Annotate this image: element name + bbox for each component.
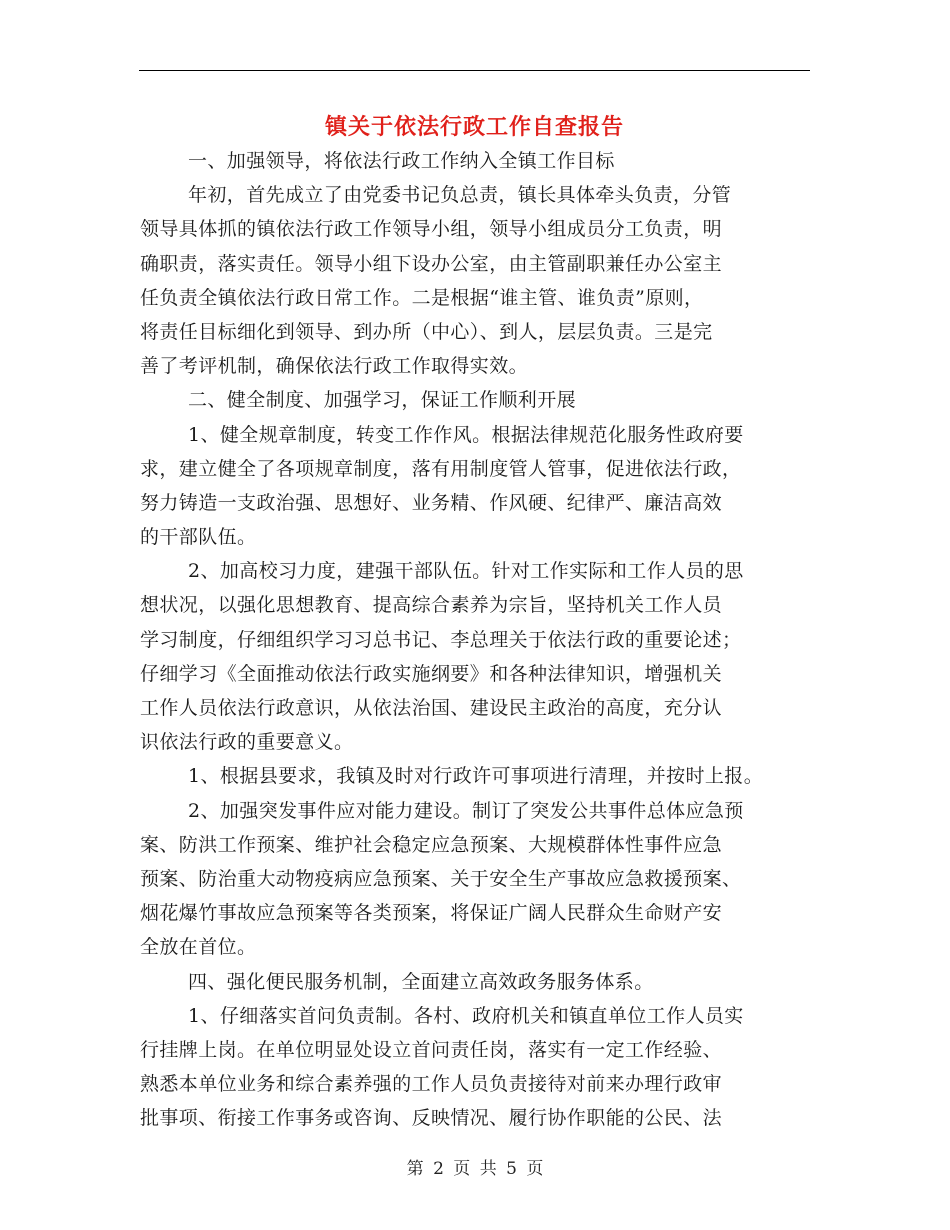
body-line: 识依法行政的重要意义。 xyxy=(140,731,354,754)
body-line: 2、加强突发事件应对能力建设。制订了突发公共事件总体应急预 xyxy=(188,799,744,822)
body-line: 学习制度，仔细组织学习习总书记、李总理关于依法行政的重要论述； xyxy=(140,628,742,651)
body-line: 求，建立健全了各项规章制度，落有用制度管人管事，促进依法行政， xyxy=(140,457,742,480)
body-line: 二、健全制度、加强学习，保证工作顺利开展 xyxy=(188,389,577,412)
body-line: 1、根据县要求，我镇及时对行政许可事项进行清理，并按时上报。 xyxy=(188,765,764,788)
body-line: 1、健全规章制度，转变工作作风。根据法律规范化服务性政府要 xyxy=(188,423,744,446)
document-title: 镇关于依法行政工作自查报告 xyxy=(324,114,624,140)
body-line: 确职责，落实责任。领导小组下设办公室，由主管副职兼任办公室主 xyxy=(140,252,723,275)
document-body xyxy=(140,144,812,1135)
body-line: 1、仔细落实首问负责制。各村、政府机关和镇直单位工作人员实 xyxy=(188,1004,744,1027)
body-line: 烟花爆竹事故应急预案等各类预案，将保证广阔人民群众生命财产安 xyxy=(140,902,723,925)
body-line: 努力铸造一支政治强、思想好、业务精、作风硬、纪律严、廉洁高效 xyxy=(140,491,723,514)
body-line: 仔细学习《全面推动依法行政实施纲要》和各种法律知识，增强机关 xyxy=(140,662,723,685)
body-line: 四、强化便民服务机制，全面建立高效政务服务体系。 xyxy=(188,970,654,993)
body-line: 批事项、衔接工作事务或咨询、反映情况、履行协作职能的公民、法 xyxy=(140,1107,723,1130)
header-rule xyxy=(139,70,810,71)
page-footer: 第 2 页 共 5 页 xyxy=(406,1159,544,1179)
body-line: 想状况，以强化思想教育、提高综合素养为宗旨，坚持机关工作人员 xyxy=(140,594,723,617)
body-line: 工作人员依法行政意识，从依法治国、建设民主政治的高度，充分认 xyxy=(140,697,723,719)
body-line: 案、防洪工作预案、维护社会稳定应急预案、大规模群体性事件应急 xyxy=(140,833,723,856)
body-line: 任负责全镇依法行政日常工作。二是根据“谁主管、谁负责”原则， xyxy=(140,286,704,309)
body-line: 预案、防治重大动物疫病应急预案、关于安全生产事故应急救援预案、 xyxy=(140,867,742,890)
body-line: 善了考评机制，确保依法行政工作取得实效。 xyxy=(140,355,529,378)
body-line: 年初，首先成立了由党委书记负总责，镇长具体牵头负责，分管 xyxy=(188,184,732,207)
body-line: 的干部队伍。 xyxy=(140,526,257,549)
body-line: 将责任目标细化到领导、到办所（中心）、到人，层层负责。三是完 xyxy=(140,320,713,343)
body-line: 一、加强领导，将依法行政工作纳入全镇工作目标 xyxy=(188,150,615,172)
body-line: 熟悉本单位业务和综合素养强的工作人员负责接待对前来办理行政审 xyxy=(140,1073,723,1096)
body-line: 行挂牌上岗。在单位明显处设立首问责任岗，落实有一定工作经验、 xyxy=(140,1038,723,1061)
body-line: 领导具体抓的镇依法行政工作领导小组，领导小组成员分工负责，明 xyxy=(140,218,723,241)
body-line: 全放在首位。 xyxy=(140,936,257,959)
body-line: 2、加高校习力度，建强干部队伍。针对工作实际和工作人员的思 xyxy=(188,560,744,583)
